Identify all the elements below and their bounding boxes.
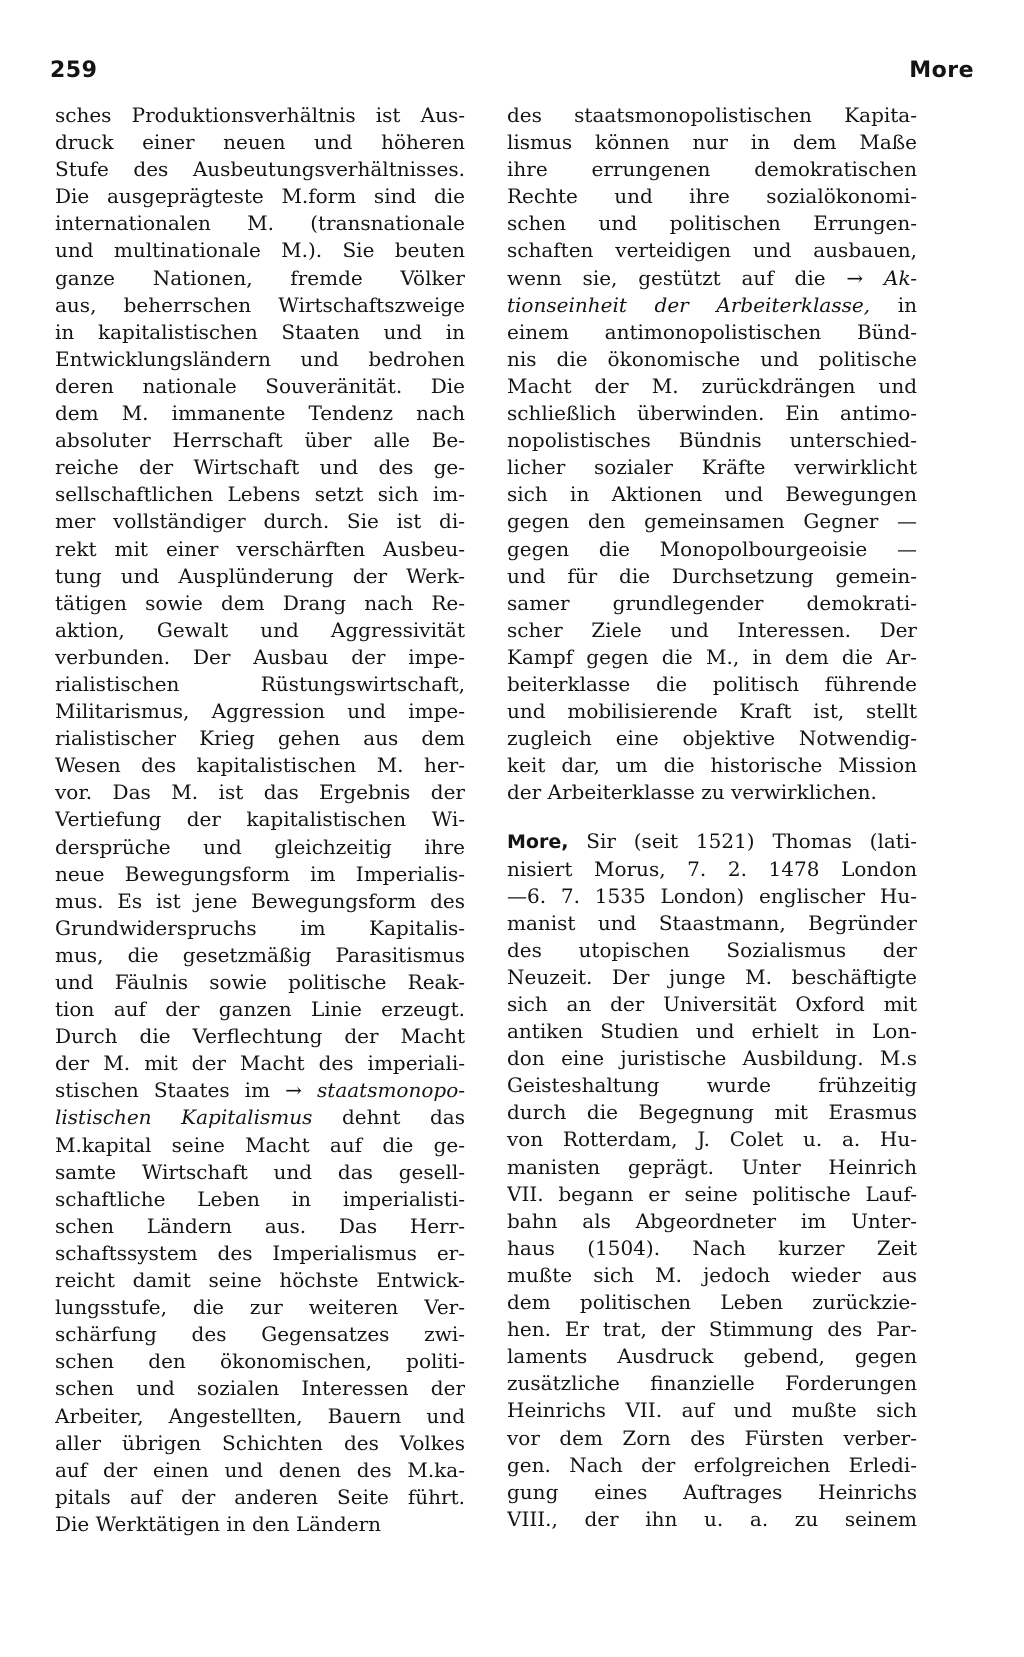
text-line: rialistischen Rüstungswirtschaft, [55,671,465,696]
text-line: reiche der Wirtschaft und des ge- [55,455,465,480]
text-line: sellschaftlichen Lebens setzt sich im- [55,482,465,507]
text-line: rekt mit einer verschärften Ausbeu- [55,536,465,561]
text-line: Arbeiter, Angestellten, Bauern und [55,1403,465,1428]
text-line: schaften verteidigen und ausbauen, [507,238,917,263]
text-line: zusätzliche finanzielle Forderungen [507,1371,917,1396]
entry-first-line [507,828,917,855]
text-line: schaftssystem des Imperialismus er- [55,1240,465,1265]
text-line: keit dar, um die historische Mission [507,753,917,778]
text-fragment: wenn sie, gestützt auf die → [507,265,864,290]
text-line: und mobilisierende Kraft ist, stellt [507,699,917,724]
text-line: VIII., der ihn u. a. zu seinem [507,1506,917,1531]
text-line: VII. begann er seine politische Lauf- [507,1181,917,1206]
text-line [55,1077,465,1104]
text-line: neue Bewegungsform im Imperialis- [55,861,465,886]
text-line: Militarismus, Aggression und impe- [55,699,465,724]
text-line: sches Produktionsverhältnis ist Aus- [55,103,465,127]
text-line: Die Werktätigen in den Ländern [55,1511,382,1536]
text-line: laments Ausdruck gebend, gegen [507,1344,917,1369]
text-line: nis die ökonomische und politische [507,346,917,371]
text-line: pitals auf der anderen Seite führt. [55,1484,465,1509]
text-line: tätigen sowie dem Drang nach Re- [55,590,465,615]
text-line: ganze Nationen, fremde Völker [55,265,465,290]
text-fragment: dehnt das [341,1105,465,1130]
text-line: —6. 7. 1535 London) englischer Hu- [507,883,917,908]
text-line: der Arbeiterklasse zu verwirklichen. [507,780,877,805]
text-line: Neuzeit. Der junge M. beschäftigte [507,964,917,989]
left-column [55,102,465,1538]
text-line: rialistischer Krieg gehen aus dem [55,726,465,751]
text-line: schärfung des Gegensatzes zwi- [55,1322,465,1347]
text-line: manisten geprägt. Unter Heinrich [507,1154,917,1179]
text-line: schließlich überwinden. Ein antimo- [507,401,917,426]
text-fragment: in [897,292,917,317]
text-line: schen und sozialen Interessen der [55,1376,465,1401]
text-line: haus (1504). Nach kurzer Zeit [507,1235,917,1260]
text-line: scher Ziele und Interessen. Der [507,617,917,642]
text-line: aller übrigen Schichten des Volkes [55,1430,465,1455]
text-line: dem M. immanente Tendenz nach [55,401,465,426]
text-line: absoluter Herrschaft über alle Be- [55,428,465,453]
text-line: schen Ländern aus. Das Herr- [55,1213,465,1238]
text-line: gegen die Monopolbourgeoisie — [507,536,917,561]
text-line: sich in Aktionen und Bewegungen [507,482,917,507]
text-line: zugleich eine objektive Notwendig- [507,726,917,751]
text-line: auf der einen und denen des M.ka- [55,1457,465,1482]
text-line: der M. mit der Macht des imperiali- [55,1051,465,1076]
text-line: samer grundlegender demokrati- [507,590,917,615]
text-fragment: Sir (seit 1521) Thomas (lati- [586,829,917,854]
text-line: einem antimonopolistischen Bünd- [507,319,917,344]
entry-separator [507,806,917,828]
text-line: schaftliche Leben in imperialisti- [55,1186,465,1211]
right-column [507,102,917,1533]
text-line: Grundwiderspruchs im Kapitalis- [55,915,465,940]
text-line: Vertiefung der kapitalistischen Wi- [55,807,465,832]
text-line: dem politischen Leben zurückzie- [507,1290,917,1315]
text-line: manist und Staastmann, Begründer [507,910,917,935]
text-line: beiterklasse die politisch führende [507,671,917,696]
text-line: lismus können nur in dem Maße [507,130,917,155]
text-line: des staatsmonopolistischen Kapita- [507,103,917,127]
page-number: 259 [50,58,98,83]
text-line: Durch die Verflechtung der Macht [55,1024,465,1049]
text-line: bahn als Abgeordneter im Unter- [507,1208,917,1233]
text-line: lungsstufe, die zur weiteren Ver- [55,1295,465,1320]
cross-reference: staatsmonopo- [317,1078,465,1103]
text-line: deren nationale Souveränität. Die [55,373,465,398]
text-line: aus, beherrschen Wirtschaftszweige [55,292,465,317]
text-fragment: stischen Staates im → [55,1078,302,1103]
cross-reference: listischen Kapitalismus [55,1105,313,1130]
running-head: More [909,58,974,83]
text-line: Entwicklungsländern und bedrohen [55,346,465,371]
text-line: dersprüche und gleichzeitig ihre [55,834,465,859]
text-line: und Fäulnis sowie politische Reak- [55,970,465,994]
text-line: Heinrichs VII. auf und mußte sich [507,1398,917,1423]
cross-reference: Ak- [884,265,917,290]
text-line: Kampf gegen die M., in dem die Ar- [507,644,917,669]
text-line: tung und Ausplünderung der Werk- [55,563,465,588]
text-line: mus, die gesetzmäßig Parasitismus [55,942,465,967]
text-line: durch die Begegnung mit Erasmus [507,1100,917,1125]
text-line: samte Wirtschaft und das gesell- [55,1159,465,1184]
text-line: in kapitalistischen Staaten und in [55,319,465,344]
text-line [507,292,917,319]
entry-lemma: More, [507,831,569,854]
text-line: mus. Es ist jene Bewegungsform des [55,888,465,913]
text-line: Geisteshaltung wurde frühzeitig [507,1073,917,1098]
cross-reference: tionseinheit der Arbeiterklasse, [507,292,871,317]
text-line: vor dem Zorn des Fürsten verber- [507,1425,917,1450]
text-line: Macht der M. zurückdrängen und [507,373,917,398]
text-line: druck einer neuen und höheren [55,130,465,155]
text-line: und für die Durchsetzung gemein- [507,563,917,588]
text-line: schen den ökonomischen, politi- [55,1349,465,1374]
text-line: gung eines Auftrages Heinrichs [507,1479,917,1504]
text-line: schen und politischen Errungen- [507,211,917,236]
text-line: nisiert Morus, 7. 2. 1478 London [507,856,917,881]
text-line [507,265,917,292]
text-line: internationalen M. (transnationale [55,211,465,236]
text-line: gegen den gemeinsamen Gegner — [507,509,917,534]
text-line: hen. Er trat, der Stimmung des Par- [507,1317,917,1342]
text-line: Rechte und ihre sozialökonomi- [507,184,917,209]
text-line: ihre errungenen demokratischen [507,157,917,182]
text-line: von Rotterdam, J. Colet u. a. Hu- [507,1127,917,1152]
text-line: M.kapital seine Macht auf die ge- [55,1132,465,1157]
text-line: reicht damit seine höchste Entwick- [55,1268,465,1293]
text-line: licher sozialer Kräfte verwirklicht [507,455,917,480]
text-line: tion auf der ganzen Linie erzeugt. [55,997,465,1022]
text-line: gen. Nach der erfolgreichen Erledi- [507,1452,917,1477]
text-line: mer vollständiger durch. Sie ist di- [55,509,465,534]
page-header [50,58,974,92]
text-line: don eine juristische Ausbildung. M.s [507,1046,917,1071]
text-line: sich an der Universität Oxford mit [507,992,917,1016]
text-line: verbunden. Der Ausbau der impe- [55,644,465,669]
text-line: Wesen des kapitalistischen M. her- [55,753,465,778]
text-line: antiken Studien und erhielt in Lon- [507,1019,917,1044]
text-line: Die ausgeprägteste M.form sind die [55,184,465,209]
text-line: mußte sich M. jedoch wieder aus [507,1262,917,1287]
text-line: vor. Das M. ist das Ergebnis der [55,780,465,805]
text-line [55,1104,465,1131]
text-line: aktion, Gewalt und Aggressivität [55,617,465,642]
text-line: und multinationale M.). Sie beuten [55,238,465,263]
text-line: nopolistisches Bündnis unterschied- [507,428,917,453]
text-line: des utopischen Sozialismus der [507,937,917,962]
text-line: Stufe des Ausbeutungsverhältnisses. [55,157,465,182]
